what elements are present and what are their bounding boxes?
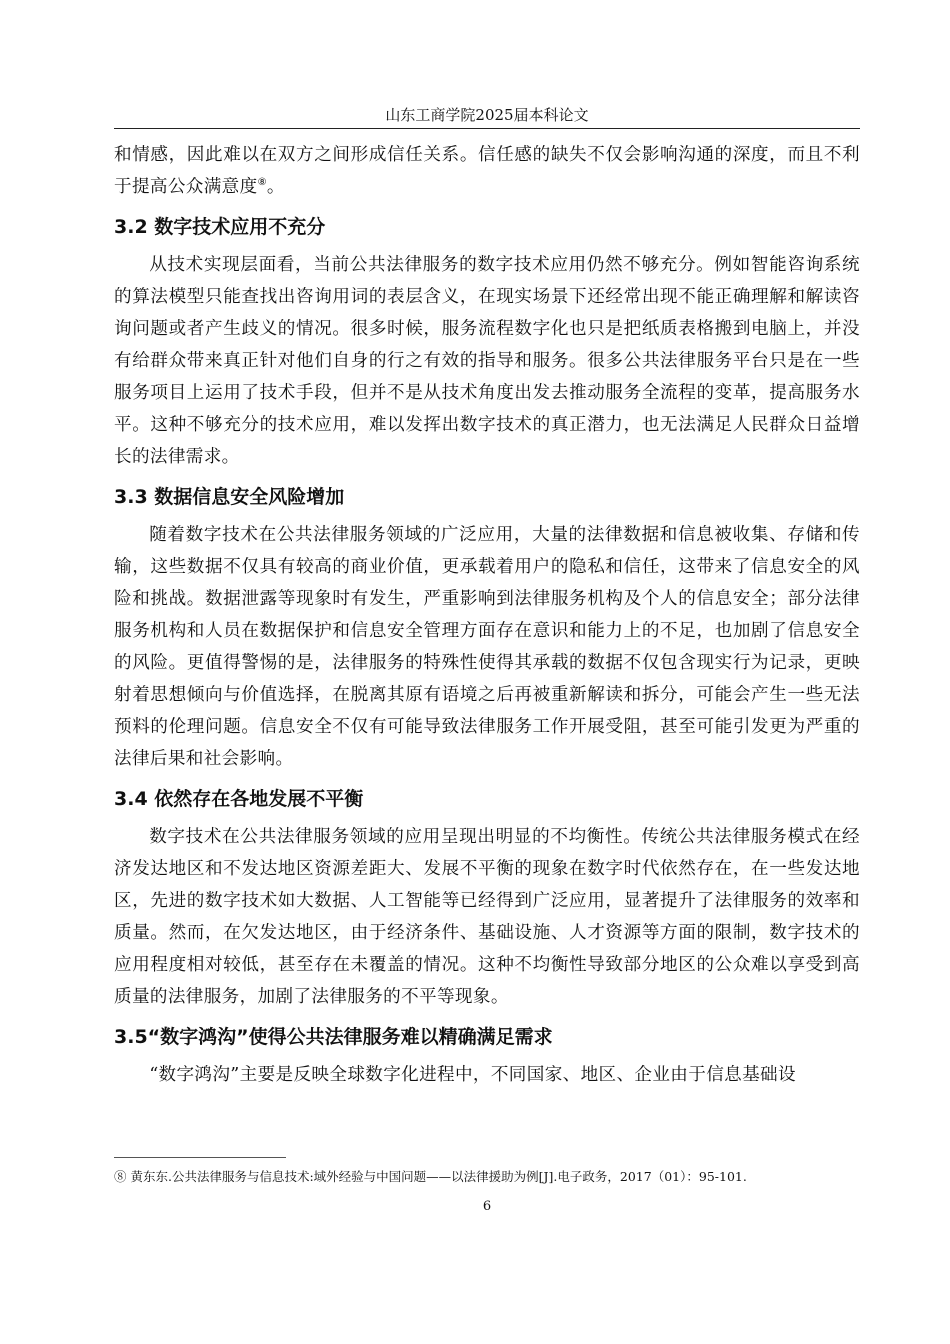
main-content [114,139,860,1091]
intro-paragraph [114,139,860,203]
intro-text: 和情感，因此难以在双方之间形成信任关系。信任感的缺失不仅会影响沟通的深度，而且不利于提高公众满意度 [114,145,860,197]
running-header: 山东工商学院2025届本科论文 [385,106,589,124]
section-paragraph-3-5: “数字鸿沟”主要是反映全球数字化进程中，不同国家、地区、企业由于信息基础设 [149,1065,796,1085]
header-rule [114,128,860,129]
intro-text-end: 。 [266,177,285,197]
citation-mark[interactable]: ⑧ [257,177,267,189]
footnote: ⑧ 黄东东.公共法律服务与信息技术:域外经验与中国问题——以法律援助为例[J].电子政务，2017（01）：95-101. [114,1169,747,1184]
section-heading-3-4: 3.4 依然存在各地发展不平衡 [114,788,364,810]
page-number: 6 [482,1199,492,1214]
section-paragraph-3-2: 从技术实现层面看，当前公共法律服务的数字技术应用仍然不够充分。例如智能咨询系统的算法模型只能查找出咨询用词的表层含义，在现实场景下还经常出现不能正确理解和解读咨询问题或者产生歧义的情况。很多时候，服务流程数字化也只是把纸质表格搬到电脑上，并没有给群众带来真正针对他们自身的行之有效的指导和服务。很多公共法律服务平台只是在一些服务项目上运用了技术手段，但并不是从技术角度出发去推动服务全流程的变革，提高服务水平。这种不够充分的技术应用，难以发挥出数字技术的真正潜力，也无法满足人民群众日益增长的法律需求。 [114,255,860,467]
section-heading-3-3: 3.3 数据信息安全风险增加 [114,486,345,508]
section-paragraph-3-4: 数字技术在公共法律服务领域的应用呈现出明显的不均衡性。传统公共法律服务模式在经济发达地区和不发达地区资源差距大、发展不平衡的现象在数字时代依然存在，在一些发达地区，先进的数字技术如大数据、人工智能等已经得到广泛应用，显著提升了法律服务的效率和质量。然而，在欠发达地区，由于经济条件、基础设施、人才资源等方面的限制，数字技术的应用程度相对较低，甚至存在未覆盖的情况。这种不均衡性导致部分地区的公众难以享受到高质量的法律服务，加剧了法律服务的不平等现象。 [114,827,860,1007]
section-paragraph-3-3: 随着数字技术在公共法律服务领域的广泛应用，大量的法律数据和信息被收集、存储和传输，这些数据不仅具有较高的商业价值，更承载着用户的隐私和信任，这带来了信息安全的风险和挑战。数据泄露等现象时有发生，严重影响到法律服务机构及个人的信息安全；部分法律服务机构和人员在数据保护和信息安全管理方面存在意识和能力上的不足，也加剧了信息安全的风险。更值得警惕的是，法律服务的特殊性使得其承载的数据不仅包含现实行为记录，更映射着思想倾向与价值选择，在脱离其原有语境之后再被重新解读和拆分，可能会产生一些无法预料的伦理问题。信息安全不仅有可能导致法律服务工作开展受阻，甚至可能引发更为严重的法律后果和社会影响。 [114,525,860,769]
section-heading-3-2: 3.2 数字技术应用不充分 [114,216,326,238]
footnote-rule [114,1157,286,1158]
section-heading-3-5: 3.5“数字鸿沟”使得公共法律服务难以精确满足需求 [114,1026,553,1048]
